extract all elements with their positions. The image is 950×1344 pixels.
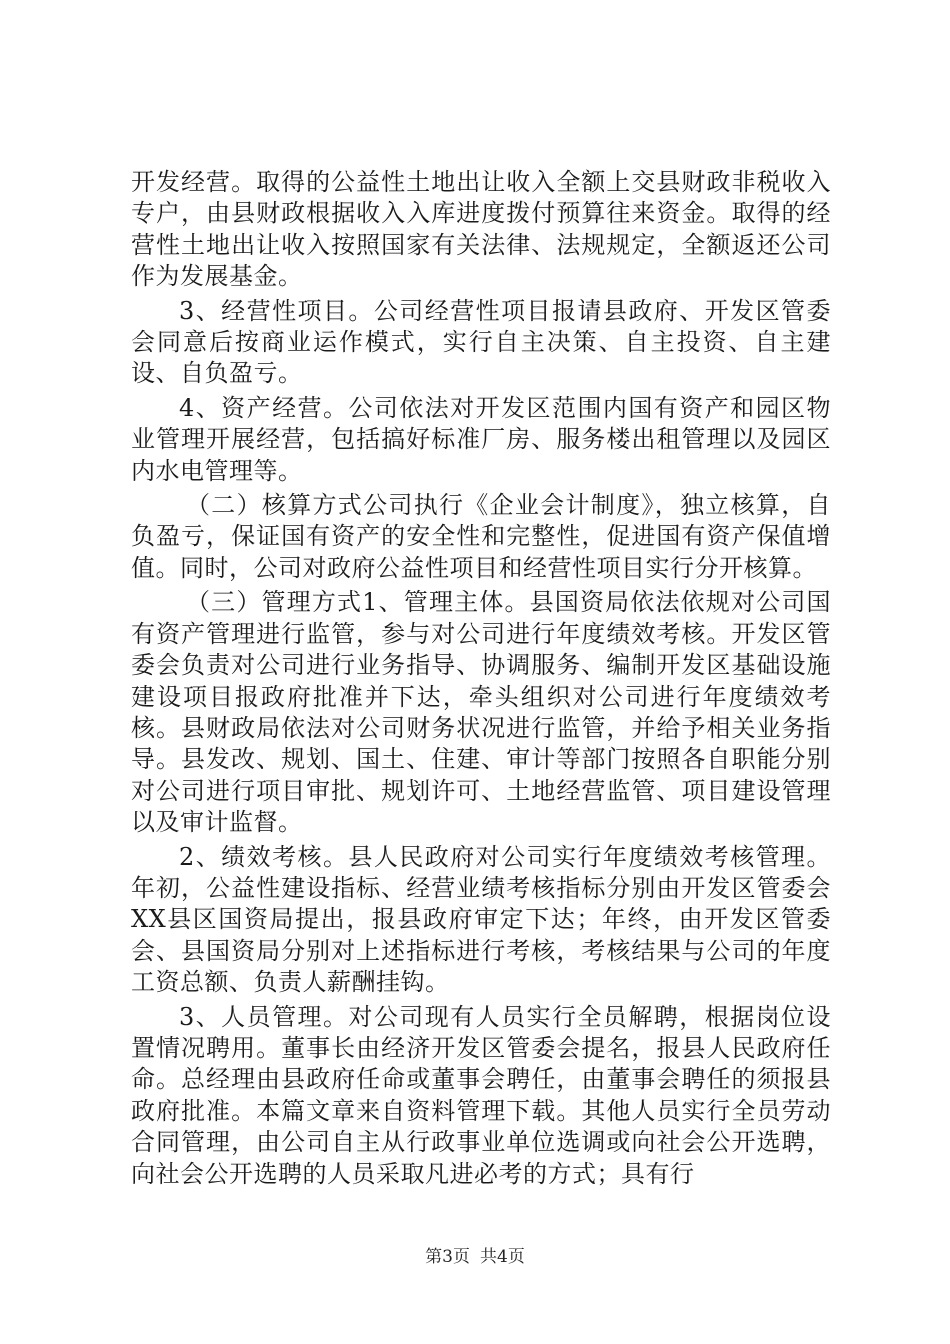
paragraph-operating-projects: 3、经营性项目。公司经营性项目报请县政府、开发区管委会同意后按商业运作模式，实行自主决策、自主投资、自主建设、自负盈亏。 [131, 296, 831, 388]
paragraph-management-method: （三）管理方式1、管理主体。县国资局依法依规对公司国有资产管理进行监管，参与对公司进行年度绩效考核。开发区管委会负责对公司进行业务指导、协调服务、编制开发区基础设施建设项目报政府批准并下达，牵头组织对公司进行年度绩效考核。县财政局依法对公司财务状况进行监管，并给予相关业务指导。县发改、规划、国土、住建、审计等部门按照各自职能分别对公司进行项目审批、规划许可、土地经营监管、项目建设管理以及审计监督。 [131, 588, 831, 837]
paragraph-asset-operation: 4、资产经营。公司依法对开发区范围内国有资产和园区物业管理开展经营，包括搞好标准厂房、服务楼出租管理以及园区内水电管理等。 [131, 393, 831, 485]
paragraph-land-revenue: 开发经营。取得的公益性土地出让收入全额上交县财政非税收入专户，由县财政根据收入入库进度拨付预算往来资金。取得的经营性土地出让收入按照国家有关法律、法规规定，全额返还公司作为发展基金。 [131, 168, 831, 291]
paragraph-performance-assessment: 2、绩效考核。县人民政府对公司实行年度绩效考核管理。年初，公益性建设指标、经营业绩考核指标分别由开发区管委会XX县区国资局提出，报县政府审定下达；年终，由开发区管委会、县国资局分别对上述指标进行考核，考核结果与公司的年度工资总额、负责人薪酬挂钩。 [131, 842, 831, 997]
paragraph-personnel-management: 3、人员管理。对公司现有人员实行全员解聘，根据岗位设置情况聘用。董事长由经济开发区管委会提名，报县人民政府任命。总经理由县政府任命或董事会聘任，由董事会聘任的须报县政府批准。本篇文章来自资料管理下载。其他人员实行全员劳动合同管理，由公司自主从行政事业单位选调或向社会公开选聘，向社会公开选聘的人员采取凡进必考的方式；具有行 [131, 1002, 831, 1188]
page-total: 共4页 [480, 1247, 525, 1267]
document-body [131, 167, 831, 1193]
page-footer [0, 1247, 950, 1267]
paragraph-accounting-method: （二）核算方式公司执行《企业会计制度》，独立核算，自负盈亏，保证国有资产的安全性和完整性，促进国有资产保值增值。同时，公司对政府公益性项目和经营性项目实行分开核算。 [131, 491, 831, 582]
page-number: 第3页 [425, 1247, 470, 1267]
